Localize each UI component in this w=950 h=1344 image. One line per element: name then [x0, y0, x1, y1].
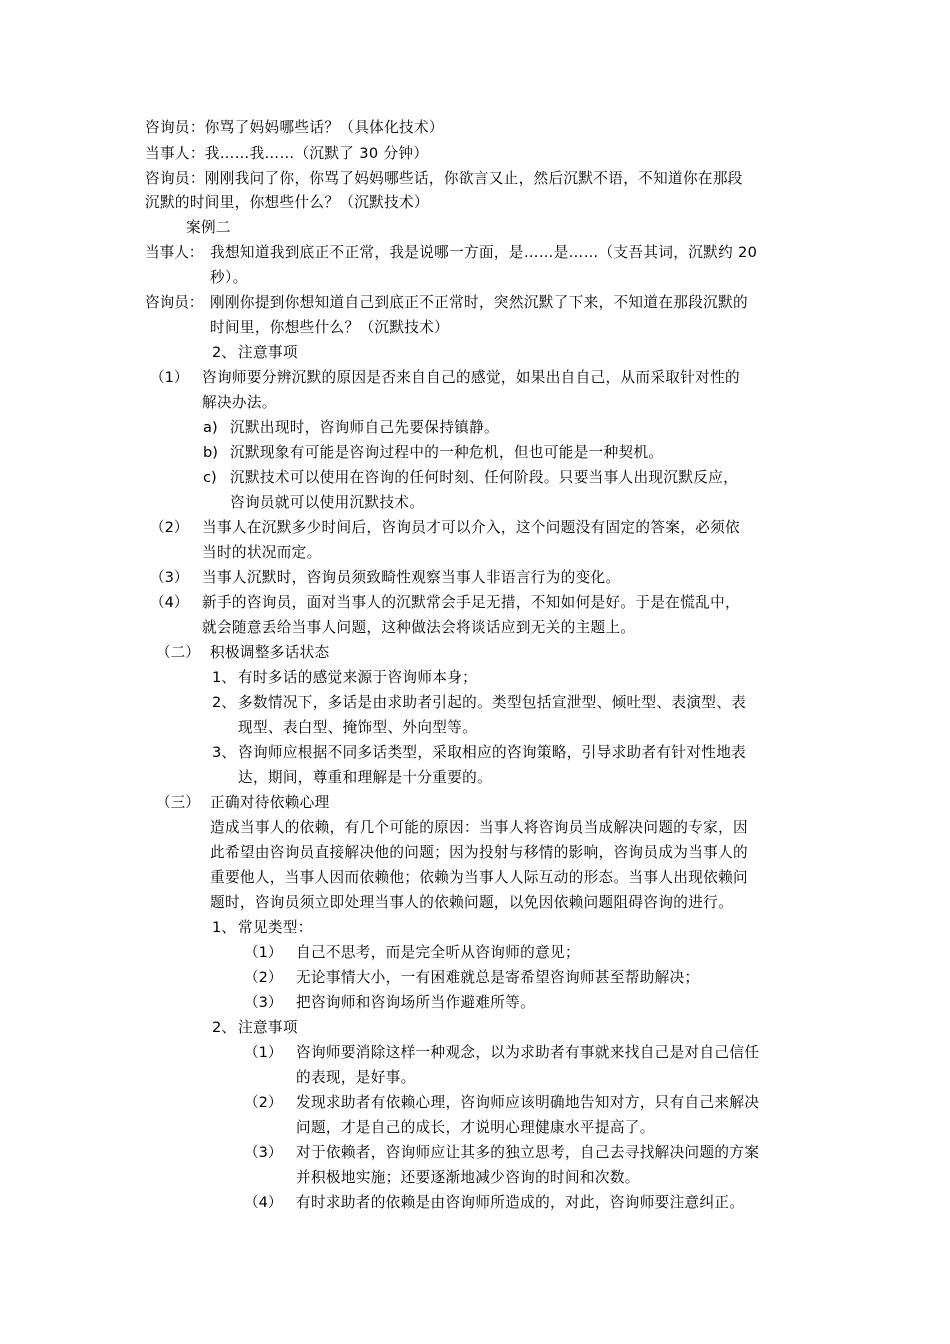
- list-item-text: 就会随意丢给当事人问题，这种做法会将谈话应到无关的主题上。: [202, 619, 636, 636]
- list-item-text: 当时的状况而定。: [202, 544, 322, 561]
- list-item-text: 咨询师要消除这样一种观念，以为求助者有事就来找自己是对自己信任: [296, 1044, 760, 1061]
- case-heading: 案例二: [186, 219, 231, 236]
- list-item-text: 有时求助者的依赖是由咨询师所造成的，对此，咨询师要注意纠正。: [296, 1194, 745, 1211]
- list-number: b): [203, 444, 218, 461]
- list-item-text: 咨询员就可以使用沉默技术。: [230, 494, 425, 511]
- dialogue-line: 咨询员：你骂了妈妈哪些话？（具体化技术）: [145, 119, 444, 136]
- list-item-text: 现型、表白型、掩饰型、外向型等。: [238, 719, 478, 736]
- list-number: a): [203, 419, 218, 436]
- dialogue-line: 秒）。: [210, 269, 248, 286]
- list-item-text: 有时多话的感觉来源于咨询师本身；: [238, 669, 478, 686]
- list-number: （4）: [150, 594, 189, 611]
- list-item-text: 自己不思考，而是完全听从咨询师的意见；: [296, 944, 580, 961]
- list-number: 2、: [212, 1019, 236, 1036]
- list-number: （2）: [150, 519, 189, 536]
- subsection-title: 注意事项: [238, 1019, 298, 1036]
- list-number: （1）: [244, 944, 283, 961]
- dialogue-line: 当事人：我……我……（沉默了 30 分钟）: [145, 145, 429, 162]
- subsection-title: 常见类型：: [238, 919, 313, 936]
- dialogue-line: 刚刚你提到你想知道自己到底正不正常时，突然沉默了下来，不知道在那段沉默的: [210, 294, 748, 311]
- section-title: 正确对待依赖心理: [210, 794, 330, 811]
- list-item-text: 无论事情大小，一有困难就总是寄希望咨询师甚至帮助解决；: [296, 969, 700, 986]
- section-number: （三）: [156, 794, 200, 811]
- list-item-text: 沉默现象有可能是咨询过程中的一种危机，但也可能是一种契机。: [230, 444, 664, 461]
- list-number: 2、: [212, 694, 236, 711]
- section-title: 积极调整多话状态: [210, 644, 330, 661]
- list-number: （3）: [244, 1144, 283, 1161]
- dialogue-line: 沉默的时间里，你想些什么？（沉默技术）: [145, 194, 429, 211]
- list-number: （3）: [244, 994, 283, 1011]
- list-item-text: 把咨询师和咨询场所当作避难所等。: [296, 994, 536, 1011]
- list-item-text: 的表现，是好事。: [296, 1069, 416, 1086]
- list-item-text: 咨询师要分辨沉默的原因是否来自自己的感觉，如果出自自己，从而采取针对性的: [202, 369, 740, 386]
- list-number: （1）: [244, 1044, 283, 1061]
- list-item-text: 新手的咨询员，面对当事人的沉默常会手足无措，不知如何是好。于是在慌乱中，: [202, 594, 740, 611]
- paragraph-line: 造成当事人的依赖，有几个可能的原因：当事人将咨询员当成解决问题的专家，因: [210, 819, 748, 836]
- list-item-text: 对于依赖者，咨询师应让其多的独立思考，自己去寻找解决问题的方案: [296, 1144, 760, 1161]
- list-number: 3、: [212, 744, 236, 761]
- list-item-text: 发现求助者有依赖心理，咨询师应该明确地告知对方，只有自己来解决: [296, 1094, 760, 1111]
- list-item-text: 咨询师应根据不同多话类型，采取相应的咨询策略，引导求助者有针对性地表: [238, 744, 747, 761]
- section-number: （二）: [156, 644, 200, 661]
- list-number: c): [203, 469, 217, 486]
- speaker-label: 咨询员：: [145, 294, 204, 311]
- list-item-text: 解决办法。: [202, 394, 277, 411]
- section-title: 注意事项: [238, 344, 298, 361]
- list-number: （3）: [150, 569, 189, 586]
- list-item-text: 并积极地实施；还要逐渐地减少咨询的时间和次数。: [296, 1169, 640, 1186]
- list-item-text: 多数情况下，多话是由求助者引起的。类型包括宣泄型、倾吐型、表演型、表: [238, 694, 747, 711]
- list-item-text: 达，期间，尊重和理解是十分重要的。: [238, 769, 493, 786]
- list-number: （2）: [244, 1094, 283, 1111]
- list-item-text: 沉默技术可以使用在咨询的任何时刻、任何阶段。只要当事人出现沉默反应，: [230, 469, 739, 486]
- list-item-text: 当事人沉默时，咨询员须致畸性观察当事人非语言行为的变化。: [202, 569, 621, 586]
- paragraph-line: 题时，咨询员须立即处理当事人的依赖问题，以免因依赖问题阻碍咨询的进行。: [210, 894, 734, 911]
- list-number: 2、: [212, 344, 236, 361]
- list-number: （4）: [244, 1194, 283, 1211]
- dialogue-line: 咨询员：刚刚我问了你，你骂了妈妈哪些话，你欲言又止，然后沉默不语，不知道你在那段: [145, 170, 743, 187]
- list-item-text: 问题，才是自己的成长，才说明心理健康水平提高了。: [296, 1119, 655, 1136]
- speaker-label: 当事人：: [145, 244, 204, 261]
- list-number: 1、: [212, 669, 236, 686]
- list-number: 1、: [212, 919, 236, 936]
- dialogue-line: 时间里，你想些什么？（沉默技术）: [210, 319, 450, 336]
- list-number: （1）: [150, 369, 189, 386]
- paragraph-line: 此希望由咨询员直接解决他的问题；因为投射与移情的影响，咨询员成为当事人的: [210, 844, 748, 861]
- list-number: （2）: [244, 969, 283, 986]
- list-item-text: 当事人在沉默多少时间后，咨询员才可以介入，这个问题没有固定的答案，必须依: [202, 519, 740, 536]
- list-item-text: 沉默出现时，咨询师自己先要保持镇静。: [230, 419, 499, 436]
- dialogue-line: 我想知道我到底正不正常，我是说哪一方面，是……是……（支吾其词，沉默约 20: [210, 244, 758, 261]
- paragraph-line: 重要他人，当事人因而依赖他；依赖为当事人人际互动的形态。当事人出现依赖问: [210, 869, 748, 886]
